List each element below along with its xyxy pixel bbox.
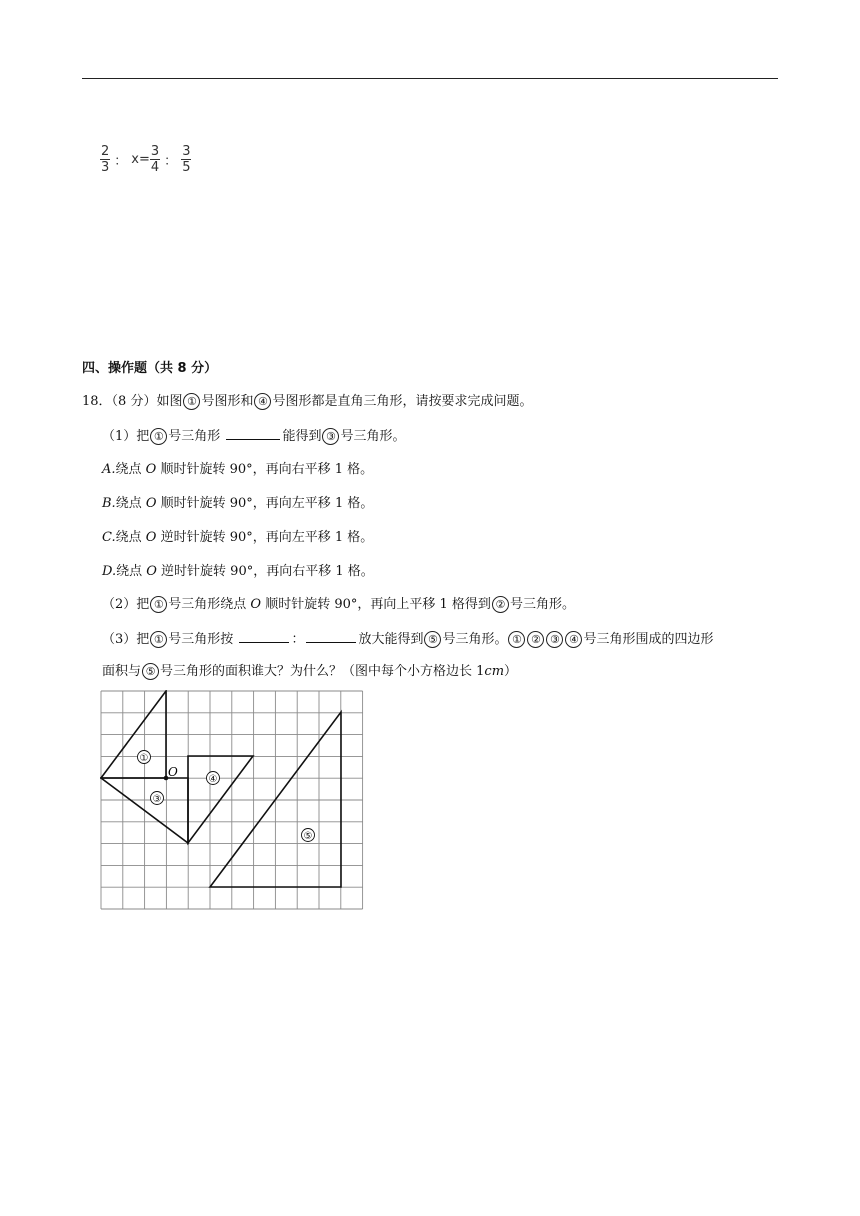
circled-number: ③ <box>322 428 339 445</box>
circled-number: ① <box>150 428 167 445</box>
proportion-equation <box>100 137 191 181</box>
part-3-prompt: （3）把 ① 号三角形按 ： 放大能得到 ⑤ 号三角形。 ① ② ③ ④ 号三角形围成的四边形 <box>102 629 714 650</box>
circled-number: ③ <box>546 631 563 648</box>
part-1-prompt: （1）把 ① 号三角形 能得到 ③ 号三角形。 <box>102 426 405 447</box>
circled-number: ⑤ <box>142 663 159 680</box>
question-intro: 18．（8 分）如图 ① 号图形和 ④ 号图形都是直角三角形，请按要求完成问题。 <box>82 394 533 409</box>
section-title: 四、操作题（共 8 分） <box>82 361 218 376</box>
circled-number: ② <box>527 631 544 648</box>
question-number: 18． <box>82 394 112 409</box>
shape-label-1: ① <box>139 753 149 764</box>
triangle-4 <box>188 756 253 843</box>
circled-number: ① <box>183 393 200 410</box>
circled-number: ① <box>150 596 167 613</box>
answer-blank[interactable] <box>306 629 356 643</box>
point-o-label: O <box>168 765 178 779</box>
circled-number: ④ <box>565 631 582 648</box>
ratio-colon: ： <box>114 153 128 169</box>
answer-blank[interactable] <box>239 629 289 643</box>
grid-figure <box>100 690 364 912</box>
circled-number: ④ <box>254 393 271 410</box>
circled-number: ⑤ <box>424 631 441 648</box>
circled-number: ② <box>492 596 509 613</box>
circled-number: ① <box>508 631 525 648</box>
fraction-three-fourths: $\frac{3}{4}$ <box>150 143 160 175</box>
option-c: C.绕点 O 逆时针旋转 90°，再向左平移 1 格。 <box>102 530 374 545</box>
circled-number: ① <box>150 631 167 648</box>
shape-label-5: ⑤ <box>303 831 313 842</box>
equation-x-equals: x= <box>131 151 150 167</box>
shape-label-3: ③ <box>152 794 162 805</box>
ratio-colon: ： <box>164 153 178 169</box>
part-3-prompt-continued: 面积与 ⑤ 号三角形的面积谁大？为什么？（图中每个小方格边长 1cm） <box>102 664 518 679</box>
answer-blank[interactable] <box>226 426 280 440</box>
shape-label-4: ④ <box>208 774 218 785</box>
option-b: B.绕点 O 顺时针旋转 90°，再向左平移 1 格。 <box>102 496 374 511</box>
fraction-three-fifths: $\frac{3}{5}$ <box>182 143 191 175</box>
fraction-two-thirds: $\frac{2}{3}$ <box>101 143 110 175</box>
square-grid <box>101 691 363 909</box>
part-2-prompt: （2）把 ① 号三角形绕点 O 顺时针旋转 90°，再向上平移 1 格得到 ② 号三角形。 <box>102 597 575 612</box>
option-d: D.绕点 O 逆时针旋转 90°，再向右平移 1 格。 <box>102 564 374 579</box>
option-a: A.绕点 O 顺时针旋转 90°，再向右平移 1 格。 <box>102 462 374 477</box>
header-rule <box>82 78 778 79</box>
